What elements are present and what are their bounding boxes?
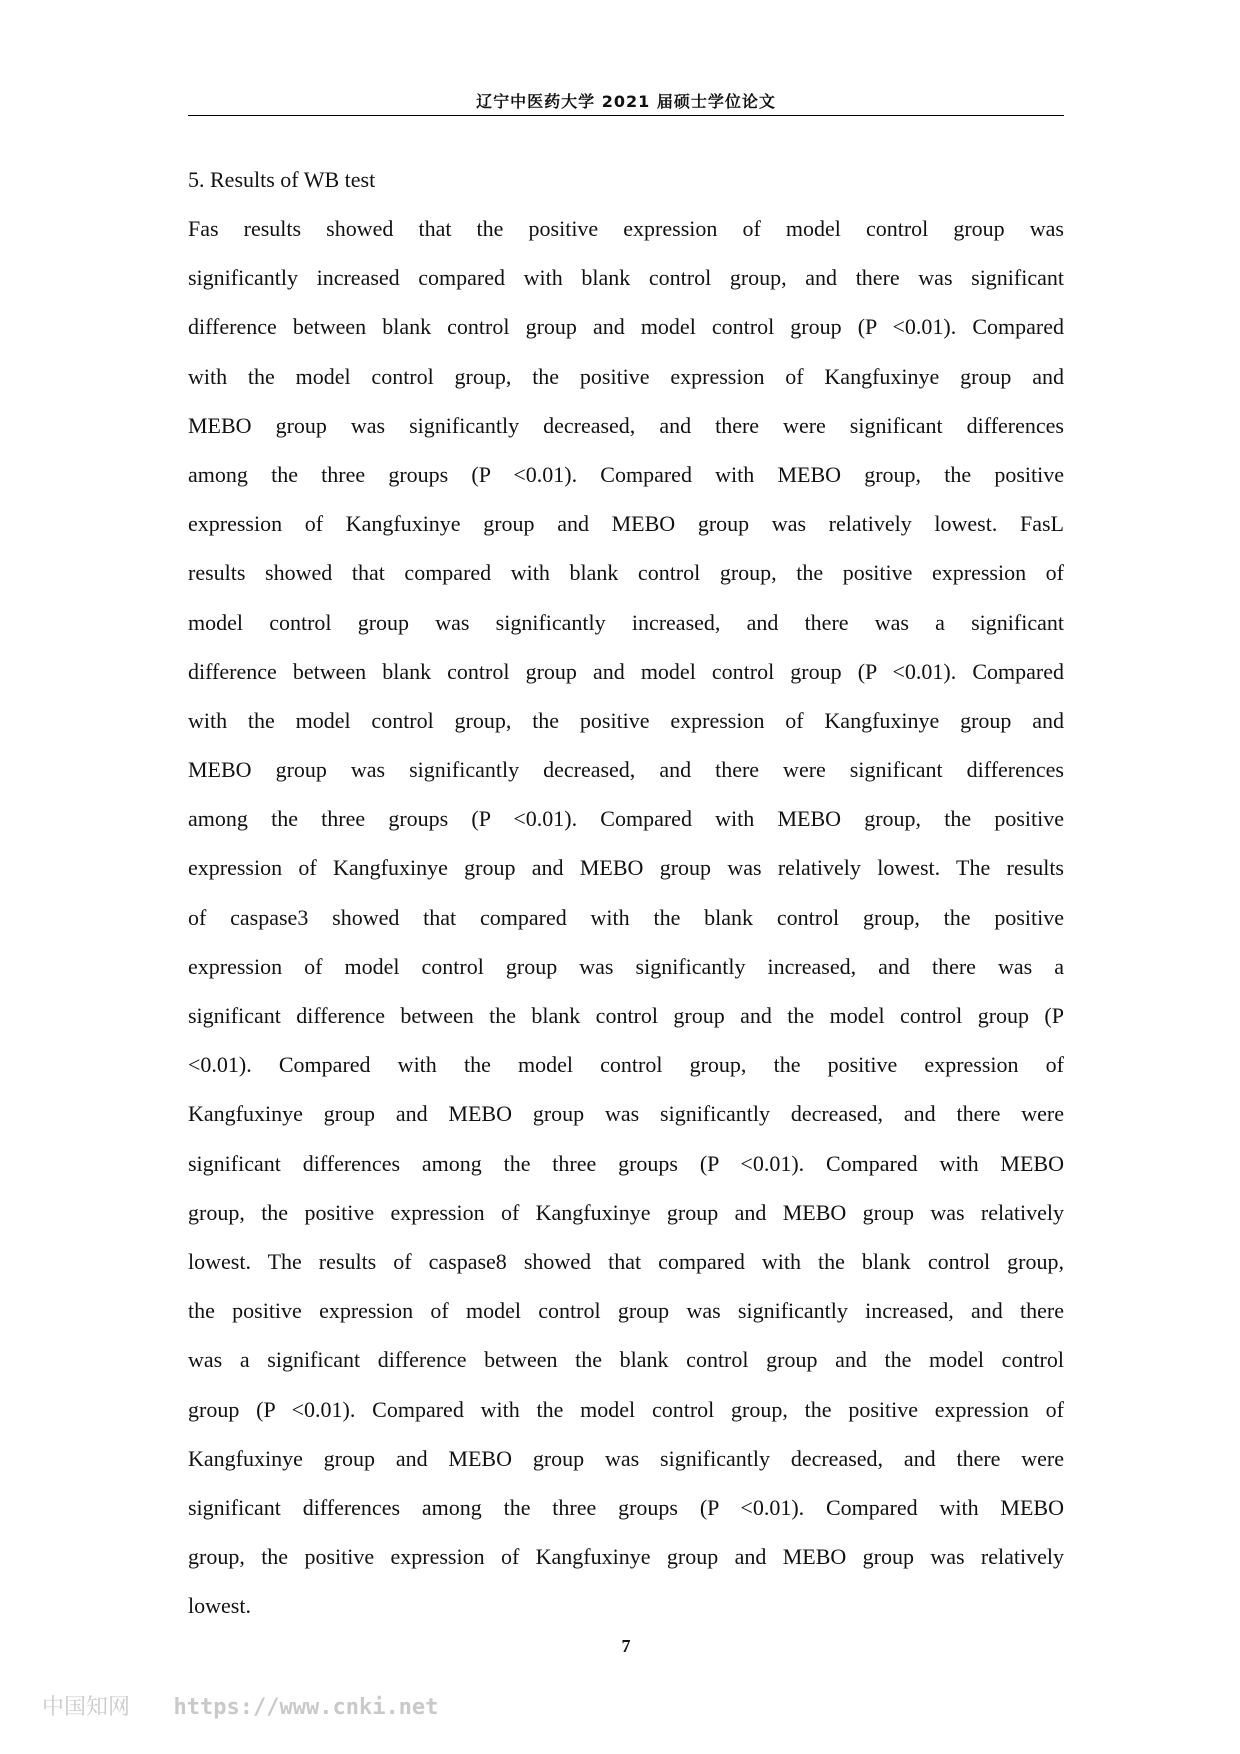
paragraph-line: expression of Kangfuxinye group and MEBO group was relatively lowest. FasL bbox=[188, 511, 1064, 537]
paragraph-line: among the three groups (P <0.01). Compared with MEBO group, the positive bbox=[188, 461, 1064, 487]
paragraph-line: with the model control group, the positive expression of Kangfuxinye group and bbox=[188, 707, 1064, 733]
paragraph-line: lowest. The results of caspase8 showed that compared with the blank control group, bbox=[188, 1248, 1064, 1274]
paragraph-line: Fas results showed that the positive expression of model control group was bbox=[188, 216, 1064, 241]
paragraph-line: of caspase3 showed that compared with the blank control group, the positive bbox=[188, 904, 1064, 930]
paragraph-line: <0.01). Compared with the model control group, the positive expression of bbox=[188, 1052, 1064, 1078]
paragraph-line: results showed that compared with blank control group, the positive expression of bbox=[188, 560, 1064, 586]
paragraph-line: model control group was significantly increased, and there was a significant bbox=[188, 609, 1064, 635]
paragraph-line: expression of model control group was significantly increased, and there was a bbox=[188, 953, 1064, 979]
cnki-watermark bbox=[42, 1690, 438, 1721]
paragraph-line: MEBO group was significantly decreased, and there were significant differences bbox=[188, 412, 1064, 438]
paragraph-line: with the model control group, the positive expression of Kangfuxinye group and bbox=[188, 363, 1064, 389]
paragraph-line: the positive expression of model control group was significantly increased, and there bbox=[188, 1298, 1064, 1324]
paragraph-line: among the three groups (P <0.01). Compared with MEBO group, the positive bbox=[188, 806, 1064, 832]
paragraph-line: lowest. bbox=[188, 1593, 251, 1619]
paragraph-line: group (P <0.01). Compared with the model control group, the positive expression of bbox=[188, 1396, 1064, 1422]
paragraph-line: was a significant difference between the blank control group and the model control bbox=[188, 1347, 1064, 1373]
paragraph-line: Kangfuxinye group and MEBO group was significantly decreased, and there were bbox=[188, 1445, 1064, 1471]
paragraph-line: significant difference between the blank control group and the model control group (P bbox=[188, 1003, 1064, 1028]
paragraph-line: Kangfuxinye group and MEBO group was significantly decreased, and there were bbox=[188, 1101, 1064, 1127]
paragraph-line: MEBO group was significantly decreased, and there were significant differences bbox=[188, 757, 1064, 783]
results-paragraph bbox=[188, 204, 1064, 1630]
paragraph-line: significant differences among the three groups (P <0.01). Compared with MEBO bbox=[188, 1494, 1064, 1520]
paragraph-line: difference between blank control group and model control group (P <0.01). Compared bbox=[188, 314, 1064, 340]
paragraph-line: significantly increased compared with blank control group, and there was significant bbox=[188, 265, 1064, 291]
watermark-url: https://www.cnki.net bbox=[173, 1695, 439, 1720]
section-heading: 5. Results of WB test bbox=[188, 167, 376, 192]
paragraph-line: group, the positive expression of Kangfuxinye group and MEBO group was relatively bbox=[188, 1199, 1064, 1225]
body-text bbox=[188, 156, 1064, 1630]
paragraph-line: difference between blank control group and model control group (P <0.01). Compared bbox=[188, 658, 1064, 684]
watermark-site-name: 中国知网 bbox=[42, 1695, 131, 1720]
header-rule bbox=[188, 115, 1064, 116]
page-number: 7 bbox=[621, 1636, 631, 1656]
paragraph-line: significant differences among the three groups (P <0.01). Compared with MEBO bbox=[188, 1150, 1064, 1176]
paragraph-line: expression of Kangfuxinye group and MEBO group was relatively lowest. The results bbox=[188, 855, 1064, 881]
running-header: 辽宁中医药大学 2021 届硕士学位论文 bbox=[476, 92, 776, 111]
paragraph-line: group, the positive expression of Kangfuxinye group and MEBO group was relatively bbox=[188, 1544, 1064, 1570]
